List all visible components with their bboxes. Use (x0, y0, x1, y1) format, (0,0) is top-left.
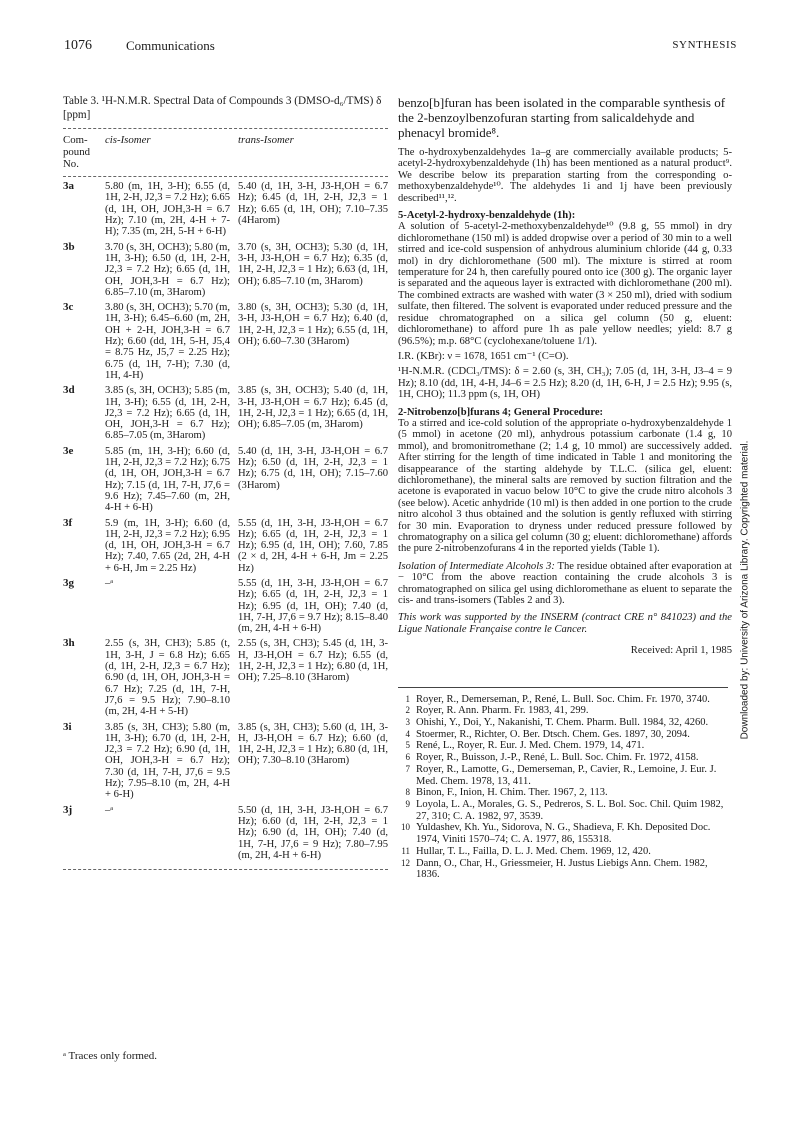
acknowledgement: This work was supported by the INSERM (contract CRE n° 841023) and the Ligue Nationale Française contre le Cancer. (398, 612, 732, 635)
reference-item (398, 752, 732, 764)
table-rule-top (63, 128, 388, 129)
reference-text: Dann, O., Char, H., Griessmeier, H. Justus Liebigs Ann. Chem. 1982, 1836. (416, 857, 708, 881)
trans-value: 5.40 (d, 1H, 3-H, J3-H,OH = 6.7 Hz); 6.50 (d, 1H, 2-H, J2,3 = 1 Hz); 6.75 (d, 1H, OH); 7.15–7.60 (3Harom) (238, 445, 388, 491)
reference-item (398, 858, 732, 881)
paragraph (398, 561, 732, 607)
reference-item (398, 787, 732, 799)
reference-item (398, 764, 732, 787)
reference-number: 3 (405, 717, 410, 728)
reference-item (398, 822, 732, 845)
table-row (63, 722, 388, 801)
trans-value: 5.40 (d, 1H, 3-H, J3-H,OH = 6.7 Hz); 6.45 (d, 1H, 2-H, J2,3 = 1 Hz); 6.65 (d, 1H, OH); 7.10–7.35 (4Harom) (238, 181, 388, 227)
table-row (63, 242, 388, 298)
table-rule-mid (63, 176, 388, 177)
head-compound: Com-pound No. (63, 134, 90, 171)
compound-id: 3e (63, 444, 74, 457)
paragraph: I.R. (KBr): ν = 1678, 1651 cm⁻¹ (C=O). (398, 350, 569, 362)
reference-text: Loyola, L. A., Morales, G. S., Pedreros, S. L. Bol. Soc. Chil. Quim 1982, 27, 310; C. A. 1982, 97, 3539. (416, 798, 724, 822)
paragraph: To a stirred and ice-cold solution of the appropriate o-hydroxybenzaldehyde 1 (5 mmol) in acetone (20 ml), anhydrous potassium carbonate (1.4 g, 10 mmol), and bromonitromethane (2; 1.4 g, 10 mmol) are successively added. After stirring for the length of time indicated in Table 1 and monitoring the disappearance of the starting aldehyde by T.L.C. (silica gel, eluent: dichloromethane), the mineral salts are removed by suction filtration and the acetone is evaporated in vacuo below 10°C to give the crude nitro alcohols 3 (see below). Acetic anhydride (10 ml) is then added in one portion to the crude nitro alcohol 3 thus obtained and the solution is gently refluxed with stirring for 30 min. Evaporation to dryness under reduced pressure followed by chromatography on a silica gel column (30 g; eluent: dichloromethane) affords the pure 2-nitrobenzofurans 4 in the reported yields (Table 1). (398, 417, 732, 555)
table-row (63, 385, 388, 441)
cis-value: 5.80 (m, 1H, 3-H); 6.55 (d, 1H, 2-H, J2,3 = 7.2 Hz); 6.65 (d, 1H, OH, JOH,3-H = 6.7 Hz); 7.10 (m, 2H, 4-H + 7-H); 7.35 (m, 2H, 5-H + 6-H) (105, 181, 230, 238)
references-rule (398, 687, 728, 688)
cis-value: 5.9 (m, 1H, 3-H); 6.60 (d, 1H, 2-H, J2,3 = 7.2 Hz); 6.95 (d, 1H, OH, JOH,3-H = 6.7 Hz); 7.40, 7.65 (2d, 2H, 4-H + 6-H, Jm = 2.25 Hz) (105, 517, 230, 574)
received-date: Received: April 1, 1985 (630, 645, 732, 657)
reference-item (398, 717, 732, 729)
paragraph: ¹H-N.M.R. (CDCl₃/TMS): δ = 2.60 (s, 3H, CH₃); 7.05 (d, 1H, 3-H, J3–4 = 9 Hz); 8.10 (dd, 1H, 4-H, J4–6 = 2.5 Hz); 8.20 (d, 1H, 6-H, J = 2.5 Hz); 9.95 (s, 1H, CHO); 11.3 ppm (s, 1H, OH) (398, 366, 732, 401)
text-column (398, 95, 732, 881)
compound-id: 3j (63, 803, 73, 816)
reference-item (398, 694, 732, 706)
reference-item (398, 705, 732, 717)
table-row (63, 446, 388, 514)
compound-id: 3a (63, 180, 74, 193)
inline-heading: Isolation of Intermediate Alcohols 3: (398, 560, 555, 572)
reference-number: 7 (405, 763, 410, 774)
reference-number: 9 (405, 798, 410, 809)
cis-value: –ᵃ (105, 577, 114, 589)
table-footnote: ᵃ Traces only formed. (63, 1050, 158, 1062)
reference-number: 11 (401, 845, 410, 856)
reference-item (398, 729, 732, 741)
compound-id: 3b (63, 240, 75, 253)
reference-item (398, 740, 732, 752)
table-column (63, 95, 388, 872)
reference-text: Yuldashev, Kh. Yu., Sidorova, N. G., Shadieva, F. Kh. Deposited Doc. 1974, Viniti 1570–74; C. A. 1977, 86, 155318. (416, 822, 711, 846)
reference-text: Royer, R., Buisson, J.-P., René, L. Bull. Soc. Chim. Fr. 1972, 4158. (416, 752, 699, 764)
reference-text: Royer, R., Lamotte, G., Demerseman, P., Cavier, R., Lemoine, J. Eur. J. Med. Chem. 1978, 13, 411. (416, 763, 717, 787)
cis-value: 3.80 (s, 3H, OCH3); 5.70 (m, 1H, 3-H); 6.45–6.60 (m, 2H, OH + 2-H, JOH,3-H = 6.7 Hz); 6.60 (dd, 1H, 5-H, J5,4 = 8.75 Hz, J5,7 = 2.25 Hz); 6.75 (d, 1H, 7-H); 7.30 (d, 1H, 4-H) (105, 302, 230, 381)
compound-id: 3f (63, 516, 73, 529)
reference-item (398, 799, 732, 822)
compound-id: 3h (63, 637, 75, 650)
trans-value: 5.55 (d, 1H, 3-H, J3-H,OH = 6.7 Hz); 6.65 (d, 1H, 2-H, J2,3 = 1 Hz); 6.95 (d, 1H, OH); 7.60, 7.85 (2 × d, 2H, 4-H + 6-H, Jm = 2.25 Hz) (238, 517, 388, 574)
reference-text: Stoermer, R., Richter, O. Ber. Dtsch. Chem. Ges. 1897, 30, 2094. (416, 728, 690, 740)
table-row (63, 805, 388, 861)
table-body (63, 181, 388, 861)
reference-number: 5 (405, 740, 410, 751)
reference-number: 2 (405, 705, 410, 716)
reference-text: Ohishi, Y., Doi, Y., Nakanishi, T. Chem. Pharm. Bull. 1984, 32, 4260. (416, 717, 709, 729)
reference-number: 6 (405, 752, 410, 763)
compound-id: 3c (63, 301, 74, 314)
reference-number: 4 (405, 728, 410, 739)
table-caption: Table 3. ¹H-N.M.R. Spectral Data of Compounds 3 (DMSO-d₆/TMS) δ [ppm] (63, 95, 382, 121)
table-header (63, 131, 388, 174)
table-row (63, 638, 388, 717)
running-header (64, 38, 737, 56)
page-number: 1076 (64, 38, 92, 53)
subheading: 5-Acetyl-2-hydroxy-benzaldehyde (1h): (398, 210, 576, 222)
compound-id: 3d (63, 384, 75, 397)
cis-value: 2.55 (s, 3H, CH3); 5.85 (t, 1H, 3-H, J = 6.8 Hz); 6.65 (d, 1H, 2-H, J2,3 = 6.7 Hz); 6.90 (d, 1H, OH, JOH,3-H = 6.7 Hz); 7.25 (d, 1H, 7-H, J7,6 = 9.5 Hz); 7.90–8.10 (m, 2H, 4-H + 5-H) (105, 638, 230, 718)
paragraph: A solution of 5-acetyl-2-methoxybenzaldehyde¹⁰ (9.8 g, 55 mmol) in dry dichloromethane (150 ml) is added dropwise over a period of 30 min to a well stirred and ice-cold suspension of anhydrous aluminium chloride (44 g, 0.33 mol) in dry dichloromethane (500 ml). The mixture is stirred at room temperature for 24 h, then carefully poured onto ice (300 g). The organic layer is separated and the aqueous layer is extracted with dichloromethane (200 ml). The combined extracts are washed with water (3 × 250 ml), dried with sodium sulfate, then filtered. The solvent is evaporated under reduced pressure and the residue chromatographed on a silica gel column (50 g, eluent: dichloromethane) to afford pure 1h as pale yellow needles; yield: 8.7 g (96.5%); m.p. 68°C (cyclohexane/toluene 1/1). (398, 221, 732, 347)
trans-value: 2.55 (s, 3H, CH3); 5.45 (d, 1H, 3-H, J3-H,OH = 6.7 Hz); 6.55 (d, 1H, 2-H, J2,3 = 1 Hz); 6.80 (d, 1H, OH); 7.25–8.10 (3Harom) (238, 638, 388, 684)
table-row (63, 518, 388, 574)
cis-value: 3.70 (s, 3H, OCH3); 5.80 (m, 1H, 3-H); 6.50 (d, 1H, 2-H, J2,3 = 7.2 Hz); 6.65 (d, 1H, OH, JOH,3-H = 6.7 Hz); 6.85–7.10 (m, 3Harom) (105, 241, 230, 298)
trans-value: 3.70 (s, 3H, OCH3); 5.30 (d, 1H, 3-H, J3-H,OH = 6.7 Hz); 6.35 (d, 1H, 2-H, J2,3 = 1 Hz); 6.63 (d, 1H, OH); 6.85–7.10 (m, 3Harom) (238, 241, 388, 287)
trans-value: 5.50 (d, 1H, 3-H, J3-H,OH = 6.7 Hz); 6.60 (d, 1H, 2-H, J2,3 = 1 Hz); 6.90 (d, 1H, OH); 7.40 (d, 1H, 7-H, J7,6 = 9 Hz); 7.80–7.95 (m, 2H, 4-H + 6-H) (238, 804, 388, 861)
trans-value: 3.85 (s, 3H, OCH3); 5.40 (d, 1H, 3-H, J3-H,OH = 6.7 Hz); 6.45 (d, 1H, 2-H, J2,3 = 1 Hz); 6.65 (d, 1H, OH); 6.85–7.05 (m, 3Harom) (238, 385, 388, 431)
lead-paragraph: benzo[b]furan has been isolated in the comparable synthesis of the 2-benzoylbenzofuran starting from salicaldehyde and phenacyl bromide⁸. (398, 95, 726, 140)
reference-text: Royer, R., Demerseman, P., René, L. Bull. Soc. Chim. Fr. 1970, 3740. (416, 693, 710, 705)
table-row (63, 181, 388, 237)
head-cis: cis-Isomer (105, 134, 151, 147)
reference-text: Royer, R. Ann. Pharm. Fr. 1983, 41, 299. (416, 705, 589, 717)
trans-value: 3.80 (s, 3H, OCH3); 5.30 (d, 1H, 3-H, J3-H,OH = 6.7 Hz); 6.40 (d, 1H, 2-H, J2,3 = 1 Hz); 6.55 (d, 1H, OH); 6.60–7.30 (3Harom) (238, 302, 388, 348)
reference-number: 10 (401, 822, 410, 833)
table-row (63, 302, 388, 381)
reference-text: Hullar, T. L., Failla, D. L. J. Med. Chem. 1969, 12, 420. (416, 845, 651, 857)
cis-value: 3.85 (s, 3H, CH3); 5.80 (m, 1H, 3-H); 6.70 (d, 1H, 2-H, J2,3 = 7.2 Hz); 6.90 (d, 1H, OH, JOH,3-H = 6.7 Hz); 7.30 (d, 1H, 7-H, J7,6 = 9.5 Hz); 7.95–8.10 (m, 2H, 4-H + 6-H) (105, 721, 230, 801)
cis-value: 3.85 (s, 3H, OCH3); 5.85 (m, 1H, 3-H); 6.55 (d, 1H, 2-H, J2,3 = 7.2 Hz); 6.65 (d, 1H, OH, JOH,3-H = 6.7 Hz); 6.85–7.05 (m, 3Harom) (105, 385, 230, 442)
table-row (63, 578, 388, 634)
reference-text: Binon, F., Inion, H. Chim. Ther. 1967, 2, 113. (416, 787, 608, 799)
compound-id: 3g (63, 576, 74, 589)
paragraph: The o-hydroxybenzaldehydes 1a–g are commercially available products; 5-acetyl-2-hydroxybenzaldehyde (1h) has been mentioned as a natural product⁹. We describe below its preparation starting from the corresponding o-methoxybenzaldehyde¹⁰. The aldehydes 1i and 1j have been previously described¹¹,¹². (398, 147, 732, 204)
trans-value: 5.55 (d, 1H, 3-H, J3-H,OH = 6.7 Hz); 6.65 (d, 1H, 2-H, J2,3 = 1 Hz); 6.95 (d, 1H, OH); 7.40 (d, 1H, 7-H, J7,6 = 9.7 Hz); 8.15–8.40 (m, 2H, 4-H + 6-H) (238, 577, 388, 635)
reference-number: 12 (401, 857, 410, 868)
trans-value: 3.85 (s, 3H, CH3); 5.60 (d, 1H, 3-H, J3-H,OH = 6.7 Hz); 6.60 (d, 1H, 2-H, J2,3 = 1 Hz); 6.80 (d, 1H, OH); 7.30–8.10 (3Harom) (238, 721, 388, 767)
head-trans: trans-Isomer (238, 134, 294, 147)
compound-id: 3i (63, 720, 72, 733)
reference-text: René, L., Royer, R. Eur. J. Med. Chem. 1979, 14, 471. (416, 740, 645, 752)
subheading: 2-Nitrobenzo[b]furans 4; General Procedure: (398, 406, 604, 418)
journal-name: SYNTHESIS (672, 39, 737, 51)
cis-value: 5.85 (m, 1H, 3-H); 6.60 (d, 1H, 2-H, J2,3 = 7.2 Hz); 6.75 (d, 1H, OH, JOH,3-H = 6.7 Hz); 7.15 (d, 1H, 7-H, J7,6 = 9.6 Hz); 7.45–7.60 (m, 2H, 4-H + 6-H) (105, 445, 230, 514)
table-rule-bottom (63, 869, 388, 870)
reference-item (398, 846, 732, 858)
inline-text: The residue obtained after evaporation at − 10°C from the above reaction containing the crude alcohols 3 is chromatographed on silica gel using dichloromethane as eluent to separate the cis- and trans-isomers (Tables 2 and 3). (398, 560, 732, 607)
section-title: Communications (126, 38, 215, 53)
references-list (398, 694, 732, 881)
reference-number: 8 (405, 787, 410, 798)
cis-value: –ᵃ (105, 804, 114, 816)
download-notice: Downloaded by: University of Arizona Library. Copyrighted material. (739, 440, 751, 740)
reference-number: 1 (405, 693, 410, 704)
